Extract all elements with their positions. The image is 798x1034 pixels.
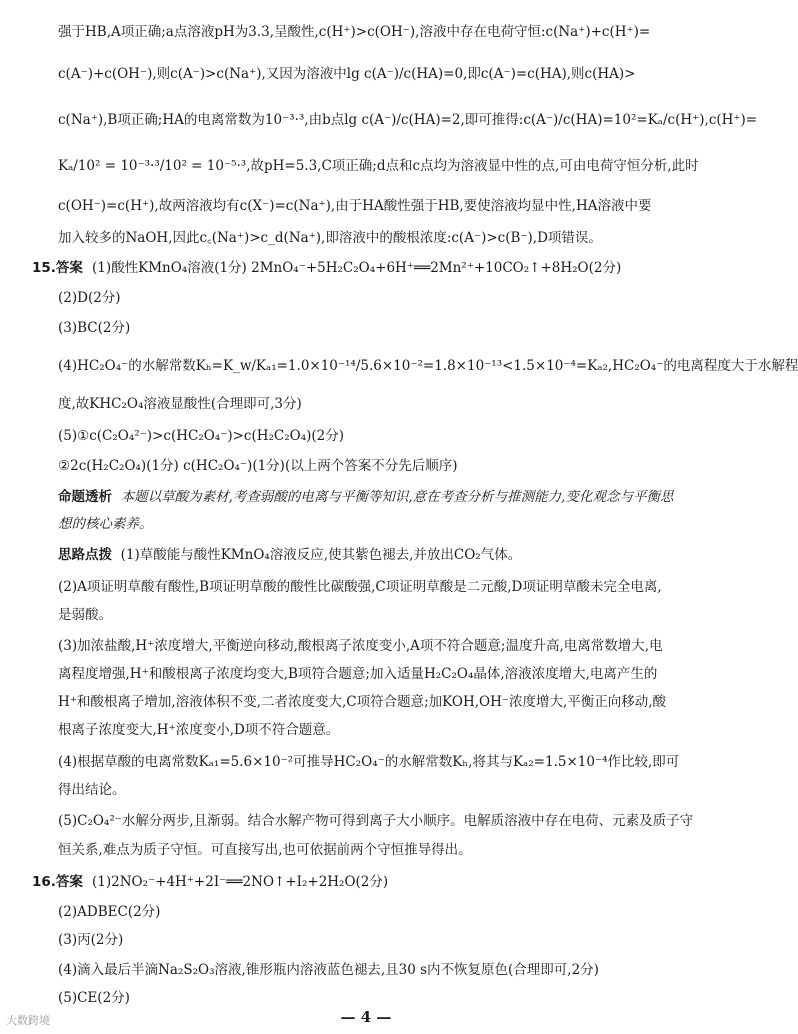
- answer-line: (5)①c(C₂O₄²⁻)>c(HC₂O₄⁻)>c(H₂C₂O₄)(2分): [58, 428, 345, 444]
- hint-text: (1)草酸能与酸性KMnO₄溶液反应,使其紫色褪去,并放出CO₂气体。: [120, 547, 522, 563]
- answer-line: (2)D(2分): [58, 290, 121, 306]
- answer-line: (5)CE(2分): [58, 990, 130, 1006]
- hint-line: 离程度增强,H⁺和酸根离子浓度均变大,B项符合题意;加入适量H₂C₂O₄晶体,溶液浓度增大,电离产生的: [58, 666, 658, 682]
- hint-title: 思路点拨: [58, 547, 112, 563]
- answer-line: (2)ADBEC(2分): [58, 904, 161, 920]
- answer-line: (1)2NO₂⁻+4H⁺+2I⁻══2NO↑+I₂+2H₂O(2分): [92, 874, 389, 890]
- answer-line: (3)BC(2分): [58, 320, 131, 336]
- analysis-text: 本题以草酸为素材,考查弱酸的电离与平衡等知识,意在考查分析与推测能力,变化观念与平衡思: [120, 489, 674, 505]
- analysis-title: 命题透析: [58, 489, 112, 505]
- hint-line: H⁺和酸根离子增加,溶液体积不变,二者浓度变大,C项符合题意;加KOH,OH⁻浓度增大,平衡正向移动,酸: [58, 694, 667, 710]
- hint-line: [58, 545, 698, 565]
- hint-line: (3)加浓盐酸,H⁺浓度增大,平衡逆向移动,酸根离子浓度变小,A项不符合题意;温度升高,电离常数增大,电: [58, 638, 663, 654]
- hint-line: (2)A项证明草酸有酸性,B项证明草酸的酸性比碳酸强,C项证明草酸是二元酸,D项证明草酸未完全电离,: [58, 579, 662, 595]
- answer-line: (4)HC₂O₄⁻的水解常数Kₕ=K_w/Kₐ₁=1.0×10⁻¹⁴/5.6×10⁻²=1.8×10⁻¹³<1.5×10⁻⁴=Kₐ₂,HC₂O₄⁻的电离程度大于水解程: [58, 358, 798, 374]
- hint-line: 根离子浓度变大,H⁺浓度变小,D项不符合题意。: [58, 722, 340, 738]
- hint-line: 恒关系,难点为质子守恒。可直接写出,也可依据前两个守恒推导得出。: [58, 842, 472, 858]
- text-line: c(Na⁺),B项正确;HA的电离常数为10⁻³·³,由b点lg c(A⁻)/c(HA)=2,即可推得:c(A⁻)/c(HA)=10²=Kₐ/c(H⁺),c(H⁺)=: [58, 112, 758, 128]
- answer-line: ②2c(H₂C₂O₄)(1分) c(HC₂O₄⁻)(1分)(以上两个答案不分先后顺序): [58, 458, 458, 474]
- analysis-line: [58, 487, 698, 507]
- watermark-logo: 大数跨境: [6, 1014, 50, 1027]
- text-line: c(A⁻)+c(OH⁻),则c(A⁻)>c(Na⁺),又因为溶液中lg c(A⁻)/c(HA)=0,即c(A⁻)=c(HA),则c(HA)>: [58, 66, 636, 82]
- answer-line: (1)酸性KMnO₄溶液(1分) 2MnO₄⁻+5H₂C₂O₄+6H⁺══2Mn²⁺+10CO₂↑+8H₂O(2分): [92, 260, 622, 276]
- hint-line: 是弱酸。: [58, 607, 112, 623]
- hint-line: (5)C₂O₄²⁻水解分两步,且渐弱。结合水解产物可得到离子大小顺序。电解质溶液中存在电荷、元素及质子守: [58, 813, 694, 829]
- text-line: Kₐ/10² = 10⁻³·³/10² = 10⁻⁵·³,故pH=5.3,C项正确;d点和c点均为溶液显中性的点,可由电荷守恒分析,此时: [58, 158, 699, 174]
- analysis-line: 想的核心素养。: [58, 516, 153, 532]
- text-line: 加入较多的NaOH,因此c꜀(Na⁺)>c_d(Na⁺),即溶液中的酸根浓度:c(A⁻)>c(B⁻),D项错误。: [58, 230, 602, 246]
- hint-line: 得出结论。: [58, 782, 126, 798]
- hint-line: (4)根据草酸的电离常数Kₐ₁=5.6×10⁻²可推导HC₂O₄⁻的水解常数Kₕ,将其与Kₐ₂=1.5×10⁻⁴作比较,即可: [58, 754, 680, 770]
- text-line: c(OH⁻)=c(H⁺),故两溶液均有c(X⁻)=c(Na⁺),由于HA酸性强于HB,要使溶液均显中性,HA溶液中要: [58, 198, 652, 214]
- text-line: 强于HB,A项正确;a点溶液pH为3.3,呈酸性,c(H⁺)>c(OH⁻),溶液中存在电荷守恒:c(Na⁺)+c(H⁺)=: [58, 24, 651, 40]
- answer-line: (3)丙(2分): [58, 932, 124, 948]
- answer-line: (4)滴入最后半滴Na₂S₂O₃溶液,锥形瓶内溶液蓝色褪去,且30 s内不恢复原色(合理即可,2分): [58, 962, 599, 978]
- page-number: — 4 —: [340, 1008, 392, 1026]
- question-number: 15.答案: [32, 260, 83, 276]
- answer-line: 度,故KHC₂O₄溶液显酸性(合理即可,3分): [58, 396, 302, 412]
- question-number: 16.答案: [32, 874, 83, 890]
